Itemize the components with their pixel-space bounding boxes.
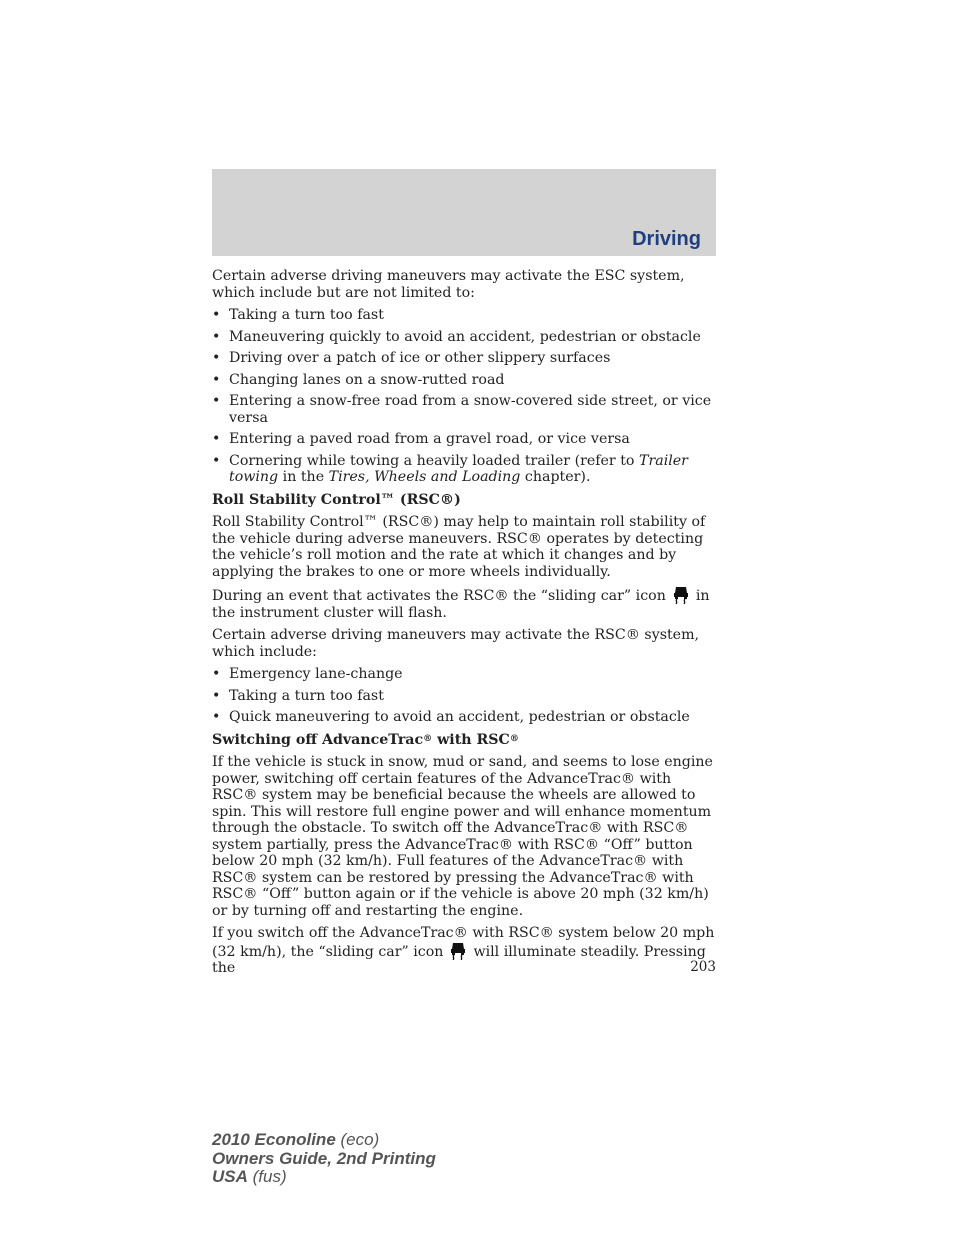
list-item: • Quick maneuvering to avoid an accident, pedestrian or obstacle <box>212 709 690 725</box>
footer-guide-line: Owners Guide, 2nd Printing <box>212 1148 436 1168</box>
list-item: • Driving over a patch of ice or other slippery surfaces <box>212 350 611 366</box>
esc-intro: Certain adverse driving maneuvers may activate the ESC system, which include but are not limited to: <box>212 268 685 301</box>
sliding-car-icon <box>447 942 469 960</box>
list-item: • Taking a turn too fast <box>212 687 384 704</box>
list-item: • Emergency lane-change <box>212 666 403 682</box>
bullet-icon: • <box>212 393 221 409</box>
section-header-band <box>212 169 716 256</box>
switching-off-paragraph: If the vehicle is stuck in snow, mud or sand, and seems to lose engine power, switching off certain features of the AdvanceTrac® with RSC® system may be beneficial because the wheels are allowed to spin. This will restore full engine power and will enhance momentum through the obstacle. To switch off the AdvanceTrac® with RSC® system partially, press the AdvanceTrac® with RSC® “Off” button below 20 mph (32 km/h). Full features of the AdvanceTrac® with RSC® system can be restored by pressing the AdvanceTrac® with RSC® “Off” button again or if the vehicle is above 20 mph (32 km/h) or by turning off and restarting the engine. <box>212 754 713 919</box>
page-content <box>212 268 716 977</box>
bullet-icon: • <box>212 452 221 469</box>
list-item: • Cornering while towing a heavily loaded trailer (refer to Trailer towing in the Tires, Wheels and Loading chapter). <box>212 452 688 485</box>
list-item: • Entering a snow-free road from a snow-covered side street, or vice versa <box>212 393 712 426</box>
cross-reference-tires-chapter: Tires, Wheels and Loading <box>328 469 521 485</box>
bullet-icon: • <box>212 709 221 725</box>
switching-off-heading: Switching off AdvanceTrac® with RSC® <box>212 731 519 748</box>
footer-model-line: 2010 Econoline (eco) <box>212 1130 380 1149</box>
bullet-icon: • <box>212 687 221 704</box>
rsc-maneuver-list <box>212 666 716 726</box>
list-item: • Changing lanes on a snow-rutted road <box>212 371 505 388</box>
footer-region-line: USA (fus) <box>212 1167 287 1186</box>
switching-off-icon-paragraph: If you switch off the AdvanceTrac® with RSC® system below 20 mph (32 km/h), the “sliding car” icon will illuminate steadily. Pressing the <box>212 925 715 976</box>
sliding-car-icon <box>670 586 692 604</box>
rsc-description: Roll Stability Control™ (RSC®) may help to maintain roll stability of the vehicle during adverse maneuvers. RSC® operates by detecting the vehicle’s roll motion and the rate at which it changes and by applying the brakes to one or more wheels individually. <box>212 514 706 580</box>
cross-reference-trailer-towing: Trailer towing <box>229 452 688 485</box>
section-title: Driving <box>632 228 701 250</box>
page-number: 203 <box>690 959 716 975</box>
bullet-icon: • <box>212 307 221 323</box>
list-item: • Maneuvering quickly to avoid an accident, pedestrian or obstacle <box>212 328 701 345</box>
esc-maneuver-list <box>212 307 716 486</box>
document-footer <box>212 1131 436 1187</box>
bullet-icon: • <box>212 350 221 366</box>
bullet-icon: • <box>212 371 221 388</box>
rsc-event-paragraph: During an event that activates the RSC® the “sliding car” icon in the instrument cluster will flash. <box>212 588 710 621</box>
bullet-icon: • <box>212 431 221 447</box>
list-item: • Entering a paved road from a gravel road, or vice versa <box>212 431 630 447</box>
bullet-icon: • <box>212 666 221 682</box>
rsc-maneuver-intro: Certain adverse driving maneuvers may activate the RSC® system, which include: <box>212 627 700 660</box>
rsc-heading: Roll Stability Control™ (RSC®) <box>212 491 461 508</box>
list-item: • Taking a turn too fast <box>212 307 384 323</box>
bullet-icon: • <box>212 328 221 345</box>
